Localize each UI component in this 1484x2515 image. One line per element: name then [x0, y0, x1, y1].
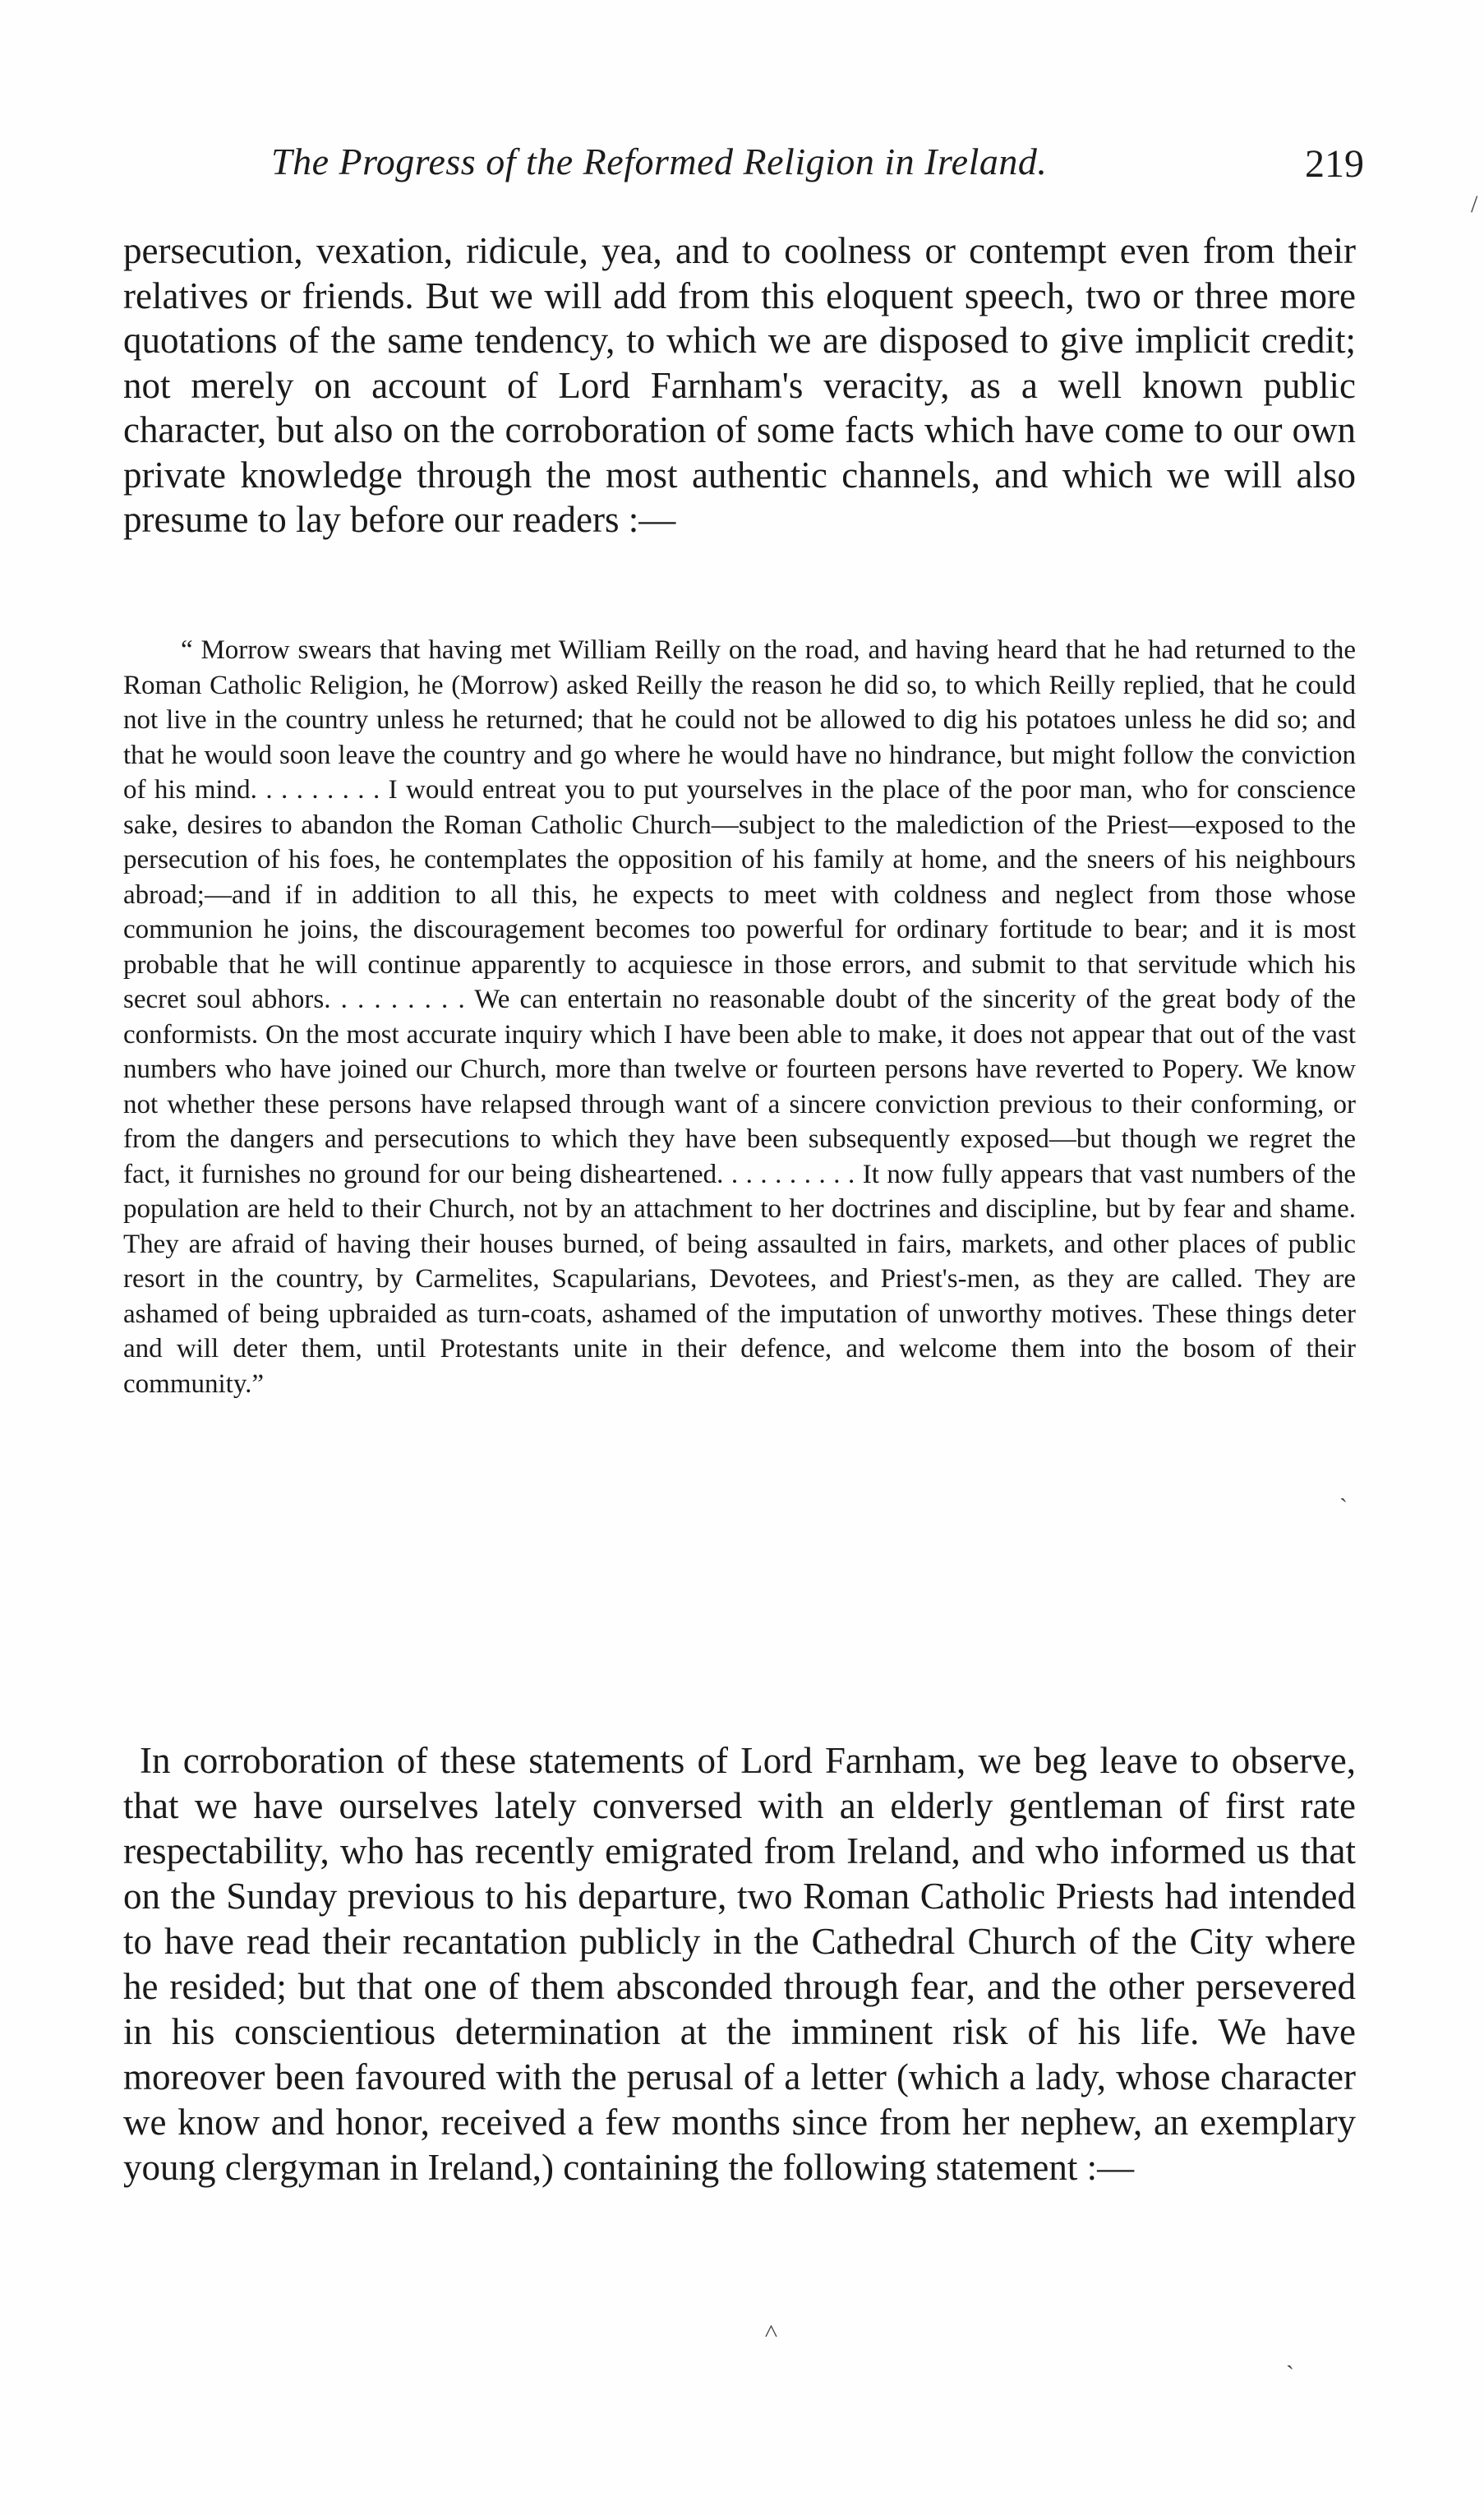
intro-paragraph: persecution, vexation, ridicule, yea, and to coolness or contempt even from their relatives or friends. But we will add from this eloquent speech, two or three more quotations of the same tendency, to which we are disposed to give implicit credit; not merely on account of Lord Farnham's veracity, as a well known public character, but also on the corroboration of some facts which have come to our own private knowledge through the most authentic channels, and which we will also presume to lay before our readers :—	[123, 230, 1356, 540]
stray-mark: ˎ	[1286, 2342, 1294, 2370]
stray-mark: ˄	[764, 2318, 778, 2345]
running-header	[271, 140, 1364, 197]
block-quote: “ Morrow swears that having met William Reilly on the road, and having heard that he had returned to the Roman Catholic Religion, he (Morrow) asked Reilly the reason he did so, to which Reilly replied, that he could not live in the country unless he returned; that he could not be allowed to dig his potatoes unless he did so; and that he would soon leave the country and go where he would have no hindrance, but might follow the conviction of his mind. . . . . . . . . I would entreat you to put yourselves in the place of the poor man, who for conscience sake, desires to abandon the Roman Catholic Church—subject to the malediction of the Priest—exposed to the persecution of his foes, he contemplates the opposition of his family at home, and the sneers of his neighbours abroad;—and if in addition to all this, he expects to meet with coldness and neglect from those whose communion he joins, the discouragement becomes too powerful for ordinary fortitude to bear; and it is most probable that he will continue apparently to acquiesce in those errors, and submit to that servitude which his secret soul abhors. . . . . . . . . We can entertain no reasonable doubt of the sincerity of the great body of the conformists. On the most accurate inquiry which I have been able to make, it does not appear that out of the vast numbers who have joined our Church, more than twelve or fourteen persons have reverted to Popery. We know not whether these persons have relapsed through want of a sincere conviction previous to their conforming, or from the dangers and persecutions to which they have been subsequently exposed—but though we regret the fact, it furnishes no ground for our being disheartened. . . . . . . . . . It now fully appears that vast numbers of the population are held to their Church, not by an attachment to her doctrines and discipline, but by fear and shame. They are afraid of having their houses burned, of being assaulted in fairs, markets, and other places of public resort in the country, by Carmelites, Scapularians, Devotees, and Priest's-men, as they are called. They are ashamed of being upbraided as turn-coats, ashamed of the imputation of unworthy motives. These things deter and will deter them, until Protestants unite in their defence, and welcome them into the bosom of their community.”	[123, 635, 1356, 1399]
margin-mark: ˎ	[1339, 1475, 1348, 1502]
page-number: 219	[1305, 142, 1364, 186]
margin-mark: /	[1471, 191, 1478, 218]
closing-paragraph: In corroboration of these statements of Lord Farnham, we beg leave to observe, that we have ourselves lately conversed with an elderly gentleman of first rate respectability, who has recently emigrated from Ireland, and who informed us that on the Sunday previous to his departure, two Roman Catholic Priests had intended to have read their recantation publicly in the Cathedral Church of the City where he resided; but that one of them absconded through fear, and the other persevered in his conscientious determination at the imminent risk of his life. We have moreover been favoured with the perusal of a letter (which a lady, whose character we know and honor, received a few months since from her nephew, an exemplary young clergyman in Ireland,) containing the following statement :—	[123, 1740, 1356, 2188]
running-title: The Progress of the Reformed Religion in Ireland.	[271, 141, 1048, 182]
